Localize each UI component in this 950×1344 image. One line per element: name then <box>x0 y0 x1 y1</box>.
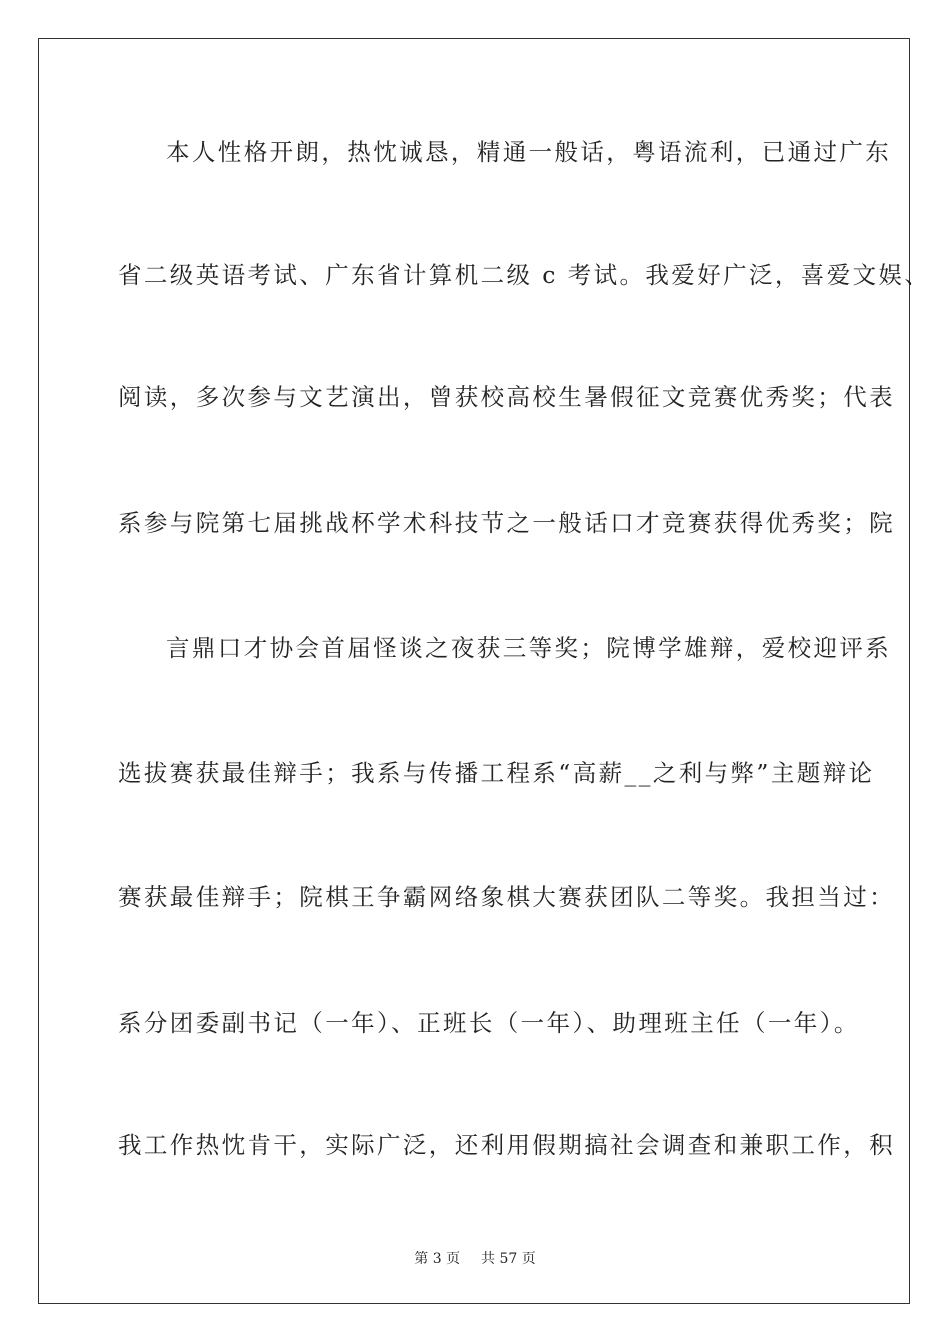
page-border <box>38 38 931 1304</box>
text-line-1: 本人性格开朗，热忱诚恳，精通一般话，粤语流利，已通过广东 <box>166 138 892 166</box>
page-number: 第 3 页 <box>414 1251 461 1267</box>
text-line-2: 省二级英语考试、广东省计算机二级 c 考试。我爱好广泛，喜爱文娱、 <box>118 261 931 289</box>
text-line-8: 系分团委副书记（一年）、正班长（一年）、助理班主任（一年）。 <box>118 1009 860 1037</box>
text-line-6: 选拔赛获最佳辩手；我系与传播工程系“高薪__之利与弊”主题辩论 <box>118 759 875 787</box>
text-line-4: 系参与院第七届挑战杯学术科技节之一般话口才竞赛获得优秀奖；院 <box>118 509 895 537</box>
text-line-9: 我工作热忱肯干，实际广泛，还利用假期搞社会调查和兼职工作，积 <box>118 1131 895 1159</box>
page-footer <box>0 1248 950 1268</box>
text-line-3: 阅读，多次参与文艺演出，曾获校高校生暑假征文竞赛优秀奖；代表 <box>118 383 895 411</box>
text-line-7: 赛获最佳辩手；院棋王争霸网络象棋大赛获团队二等奖。我担当过： <box>118 883 895 911</box>
page-total: 共 57 页 <box>481 1251 536 1267</box>
text-line-5: 言鼎口才协会首届怪谈之夜获三等奖；院博学雄辩，爱校迎评系 <box>166 634 892 662</box>
